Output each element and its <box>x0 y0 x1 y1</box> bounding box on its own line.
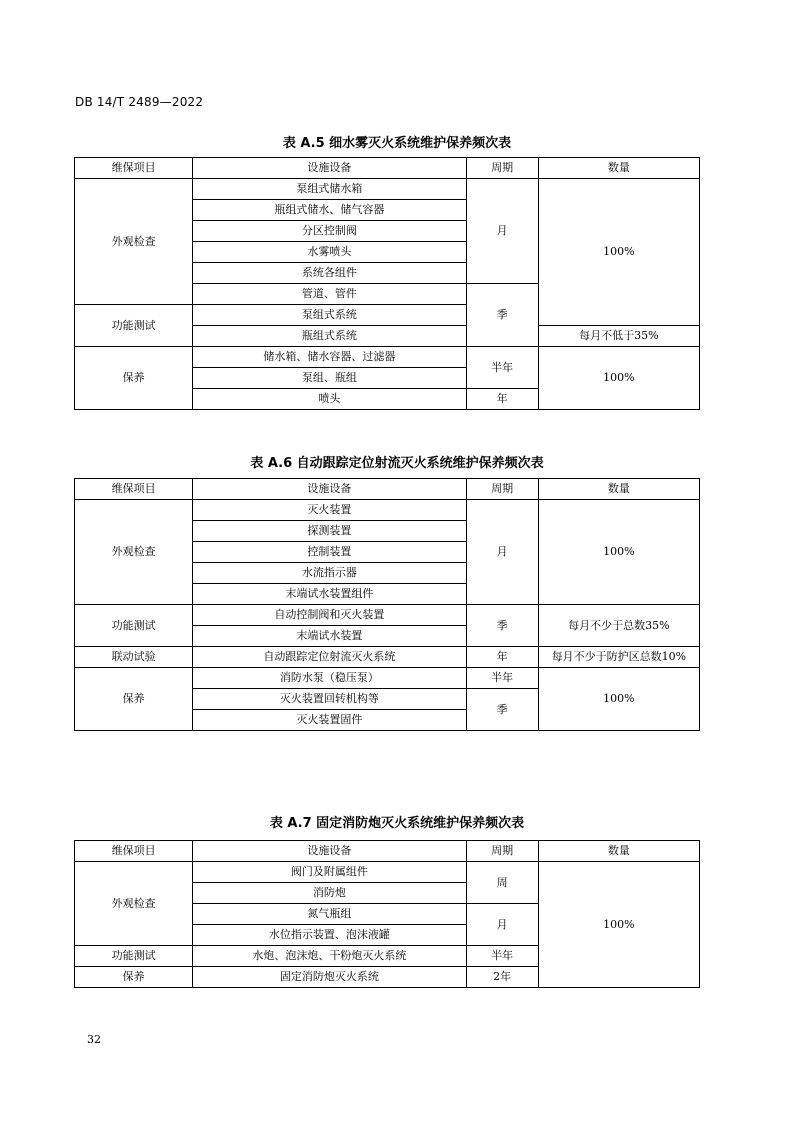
col-header-quantity: 数量 <box>538 841 699 862</box>
equipment-cell: 探测装置 <box>193 521 466 542</box>
period-cell: 年 <box>466 647 538 668</box>
equipment-cell: 储水箱、储水容器、过滤器 <box>193 347 466 368</box>
period-cell: 季 <box>466 689 538 731</box>
equipment-cell: 消防水泵（稳压泵） <box>193 668 466 689</box>
item-cell: 外观检查 <box>75 179 193 305</box>
table-row <box>75 668 700 689</box>
quantity-cell: 每月不低于35% <box>538 326 699 347</box>
table-a7 <box>74 840 700 988</box>
equipment-cell: 末端试水装置组件 <box>193 584 466 605</box>
item-cell: 外观检查 <box>75 500 193 605</box>
quantity-cell: 每月不少于防护区总数10% <box>538 647 699 668</box>
equipment-cell: 喷头 <box>193 389 466 410</box>
equipment-cell: 泵组、瓶组 <box>193 368 466 389</box>
item-cell: 保养 <box>75 347 193 410</box>
equipment-cell: 水位指示装置、泡沫液罐 <box>193 925 466 946</box>
period-cell: 月 <box>466 179 538 284</box>
item-cell: 联动试验 <box>75 647 193 668</box>
col-header-item: 维保项目 <box>75 841 193 862</box>
equipment-cell: 自动控制阀和灭火装置 <box>193 605 466 626</box>
col-header-equipment: 设施设备 <box>193 158 466 179</box>
equipment-cell: 灭火装置固件 <box>193 710 466 731</box>
col-header-quantity: 数量 <box>538 158 699 179</box>
equipment-cell: 灭火装置回转机构等 <box>193 689 466 710</box>
item-cell: 功能测试 <box>75 305 193 347</box>
equipment-cell: 消防炮 <box>193 883 466 904</box>
equipment-cell: 阀门及附属组件 <box>193 862 466 883</box>
equipment-cell: 瓶组式储水、储气容器 <box>193 200 466 221</box>
equipment-cell: 瓶组式系统 <box>193 326 466 347</box>
period-cell: 年 <box>466 389 538 410</box>
page-number: 32 <box>87 1033 101 1046</box>
table-a6 <box>74 478 700 731</box>
equipment-cell: 泵组式储水箱 <box>193 179 466 200</box>
period-cell: 季 <box>466 605 538 647</box>
table-row <box>75 605 700 626</box>
equipment-cell: 管道、管件 <box>193 284 466 305</box>
col-header-equipment: 设施设备 <box>193 479 466 500</box>
period-cell: 2年 <box>466 967 538 988</box>
table-a5 <box>74 157 700 410</box>
period-cell: 半年 <box>466 347 538 389</box>
period-cell: 半年 <box>466 668 538 689</box>
equipment-cell: 水雾喷头 <box>193 242 466 263</box>
table-header-row <box>75 841 700 862</box>
table-row <box>75 347 700 368</box>
period-cell: 半年 <box>466 946 538 967</box>
equipment-cell: 自动跟踪定位射流灭火系统 <box>193 647 466 668</box>
equipment-cell: 分区控制阀 <box>193 221 466 242</box>
equipment-cell: 水流指示器 <box>193 563 466 584</box>
equipment-cell: 控制装置 <box>193 542 466 563</box>
quantity-cell: 100% <box>538 179 699 326</box>
equipment-cell: 氮气瓶组 <box>193 904 466 925</box>
document-code: DB 14/T 2489—2022 <box>75 95 204 109</box>
period-cell: 月 <box>466 500 538 605</box>
item-cell: 外观检查 <box>75 862 193 946</box>
quantity-cell: 100% <box>538 500 699 605</box>
table-row <box>75 179 700 200</box>
table-a5-title: 表 A.5 细水雾灭火系统维护保养频次表 <box>282 136 512 151</box>
table-header-row <box>75 479 700 500</box>
equipment-cell: 末端试水装置 <box>193 626 466 647</box>
quantity-cell: 100% <box>538 862 699 988</box>
col-header-period: 周期 <box>466 158 538 179</box>
table-header-row <box>75 158 700 179</box>
col-header-quantity: 数量 <box>538 479 699 500</box>
quantity-cell: 每月不少于总数35% <box>538 605 699 647</box>
quantity-cell: 100% <box>538 668 699 731</box>
period-cell: 周 <box>466 862 538 904</box>
col-header-period: 周期 <box>466 841 538 862</box>
equipment-cell: 系统各组件 <box>193 263 466 284</box>
equipment-cell: 泵组式系统 <box>193 305 466 326</box>
table-row <box>75 862 700 883</box>
table-row <box>75 647 700 668</box>
equipment-cell: 灭火装置 <box>193 500 466 521</box>
period-cell: 季 <box>466 284 538 347</box>
col-header-item: 维保项目 <box>75 479 193 500</box>
equipment-cell: 固定消防炮灭火系统 <box>193 967 466 988</box>
col-header-item: 维保项目 <box>75 158 193 179</box>
table-a6-title: 表 A.6 自动跟踪定位射流灭火系统维护保养频次表 <box>250 456 544 471</box>
item-cell: 保养 <box>75 967 193 988</box>
quantity-cell: 100% <box>538 347 699 410</box>
period-cell: 月 <box>466 904 538 946</box>
col-header-equipment: 设施设备 <box>193 841 466 862</box>
item-cell: 功能测试 <box>75 605 193 647</box>
table-a7-title: 表 A.7 固定消防炮灭火系统维护保养频次表 <box>269 816 525 831</box>
equipment-cell: 水炮、泡沫炮、干粉炮灭火系统 <box>193 946 466 967</box>
table-row <box>75 500 700 521</box>
col-header-period: 周期 <box>466 479 538 500</box>
item-cell: 功能测试 <box>75 946 193 967</box>
item-cell: 保养 <box>75 668 193 731</box>
